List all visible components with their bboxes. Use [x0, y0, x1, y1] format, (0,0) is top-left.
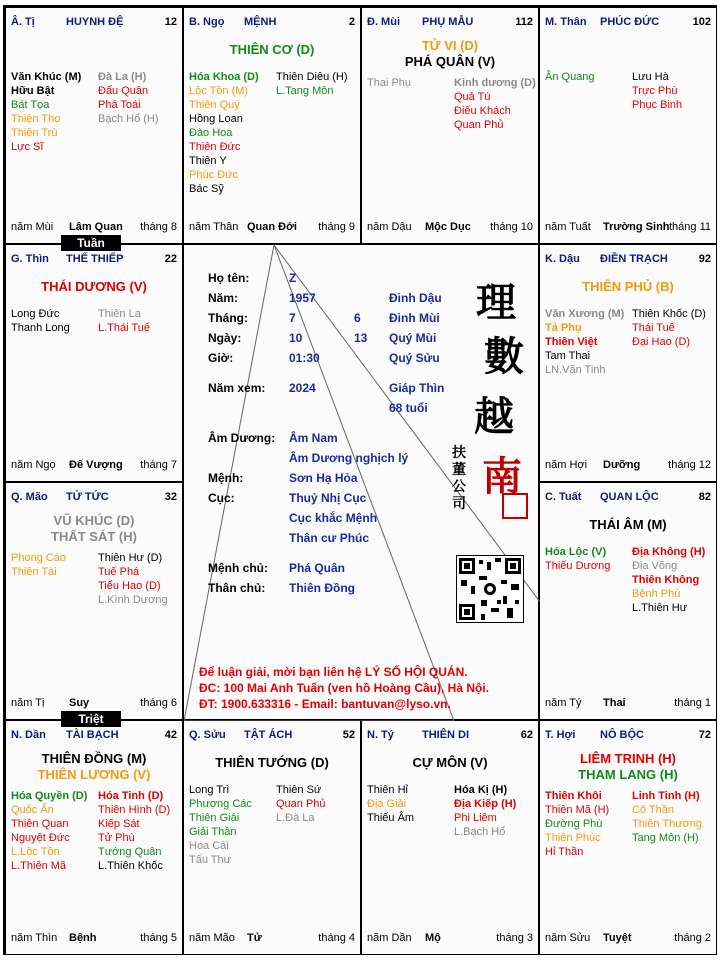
palace-footer-stage: Suy: [69, 697, 90, 709]
main-star: THÁI ÂM (M): [589, 517, 667, 532]
palace-footer-year: năm Dậu: [367, 221, 412, 233]
day-can-chi: Quý Mùi: [389, 331, 437, 345]
palace-header: [545, 491, 711, 505]
minor-star: Quốc Ấn: [11, 804, 54, 816]
minor-star: Điếu Khách: [454, 105, 511, 117]
palace-number: 52: [342, 729, 355, 741]
minor-star: Thiên La: [98, 308, 141, 320]
minor-star: Thiên Quý: [189, 99, 240, 111]
palace-header: [189, 729, 355, 743]
main-star: VŨ KHÚC (D): [53, 513, 135, 528]
main-star: CỰ MÔN (V): [412, 755, 488, 770]
palace-number: 72: [698, 729, 711, 741]
minor-star: L.Đà La: [276, 812, 315, 824]
minor-star: Địa Kiếp (H): [454, 798, 517, 810]
minor-star: Quan Phủ: [276, 798, 326, 810]
minor-star: Ân Quang: [545, 71, 595, 83]
palace-branch: C. Tuất: [545, 491, 582, 503]
contact-line-1: Để luận giải, mời bạn liên hệ LÝ SỐ HỘI QUÁN.: [199, 665, 468, 679]
menh-chu-label: Mệnh chủ:: [208, 561, 268, 575]
minor-star: Thiên Thọ: [11, 113, 61, 125]
day-label: Ngày:: [208, 331, 242, 345]
minor-star: Kiếp Sát: [98, 818, 140, 830]
cuc-note-1: Cục khắc Mệnh: [289, 511, 378, 525]
palace-name: TÀI BẠCH: [66, 729, 119, 741]
palace-footer-year: năm Dần: [367, 932, 412, 944]
center-info-panel: [183, 244, 539, 720]
palace-branch: G. Thìn: [11, 253, 49, 265]
minor-star: Lực Sĩ: [11, 141, 44, 153]
palace-footer: [189, 221, 355, 235]
left-stars-column: [11, 551, 66, 579]
minor-star: Thiên Tài: [11, 566, 57, 578]
year-label: Năm:: [208, 291, 239, 305]
small-calli-3: 公: [452, 479, 466, 495]
palace-tai-bach[interactable]: [5, 720, 183, 955]
minor-star: Thiếu Dương: [545, 560, 611, 572]
palace-number: 82: [698, 491, 711, 503]
palace-footer-month: tháng 9: [318, 221, 355, 233]
than-chu-value: Thiên Đồng: [289, 581, 355, 595]
palace-branch: B. Ngọ: [189, 16, 225, 28]
palace-footer-stage: Dưỡng: [603, 459, 641, 471]
minor-star: Hóa Kị (H): [454, 784, 508, 796]
palace-footer-month: tháng 7: [140, 459, 177, 471]
right-stars-column: [632, 307, 706, 349]
left-stars-column: [11, 70, 81, 154]
minor-star: Thiên Khôi: [545, 790, 602, 802]
horoscope-board: [3, 5, 717, 955]
right-stars-column: [454, 76, 536, 132]
minor-star: Phi Liêm: [454, 812, 497, 824]
palace-footer-month: tháng 3: [496, 932, 533, 944]
minor-star: Thiếu Âm: [367, 812, 415, 824]
palace-menh[interactable]: [183, 7, 361, 244]
minor-star: Thiên Khốc (D): [632, 308, 706, 320]
minor-star: Phúc Đức: [189, 169, 238, 181]
minor-star: Thiên Quan: [11, 818, 69, 830]
minor-star: Thanh Long: [11, 322, 70, 334]
minor-star: Thiên Y: [189, 155, 227, 167]
palace-footer: [11, 697, 177, 711]
palace-footer: [11, 932, 177, 946]
menh-value: Sơn Hạ Hỏa: [289, 471, 358, 485]
main-star: THIÊN ĐỒNG (M): [41, 751, 147, 766]
month-lunar: 6: [354, 311, 361, 325]
minor-star: Hữu Bật: [11, 85, 55, 97]
cuc-value: Thuỷ Nhị Cục: [289, 491, 367, 505]
name-label: Họ tên:: [208, 271, 250, 285]
palace-header: [545, 16, 711, 30]
palace-footer-stage: Tuyệt: [603, 932, 632, 944]
minor-star: Thiên Giải: [189, 812, 240, 824]
palace-footer: [367, 221, 533, 235]
left-stars-column: [189, 70, 259, 196]
am-duong-value: Âm Nam: [289, 431, 338, 445]
minor-star: Thiên Trù: [11, 127, 58, 139]
minor-star: Hỉ Thần: [545, 846, 584, 858]
main-star: THIÊN TƯỚNG (D): [215, 755, 329, 770]
palace-footer-stage: Mộ: [425, 932, 441, 944]
palace-footer: [545, 697, 711, 711]
minor-star: Phá Toái: [98, 99, 141, 111]
palace-footer: [189, 932, 355, 946]
minor-star: L.Thiên Mã: [11, 860, 67, 872]
palace-number: 62: [520, 729, 533, 741]
palace-name: NÔ BỘC: [600, 729, 644, 741]
day-value: 10: [289, 331, 303, 345]
palace-footer-stage: Mộc Dục: [425, 221, 471, 233]
small-calli-2: 董: [452, 462, 466, 478]
palace-footer-month: tháng 6: [140, 697, 177, 709]
palace-number: 22: [164, 253, 177, 265]
minor-star: Thiên Hỉ: [367, 784, 408, 796]
palace-header: [367, 729, 533, 743]
minor-star: Tiểu Hao (D): [98, 580, 161, 592]
right-stars-column: [632, 545, 705, 615]
palace-footer-stage: Đế Vượng: [69, 459, 123, 471]
palace-header: [367, 16, 533, 30]
minor-star: L.Thiên Khốc: [98, 860, 163, 872]
palace-footer-year: năm Tuất: [545, 221, 591, 233]
minor-star: L.Thiên Hư: [632, 602, 688, 614]
minor-star: Quả Tú: [454, 91, 491, 103]
minor-star: Địa Không (H): [632, 546, 706, 558]
main-star: TỬ VI (D): [421, 38, 479, 53]
small-calli-1: 扶: [452, 445, 466, 461]
palace-footer-year: năm Mùi: [11, 221, 54, 233]
palace-header: [189, 16, 355, 30]
palace-footer-year: năm Mão: [189, 932, 235, 944]
palace-footer-year: năm Tị: [11, 697, 45, 709]
left-stars-column: [189, 783, 252, 867]
palace-thien-di[interactable]: [361, 720, 539, 955]
left-stars-column: [545, 545, 610, 573]
main-star: LIÊM TRINH (H): [579, 751, 677, 766]
minor-star: Giải Thần: [189, 826, 237, 838]
minor-star: L.Thái Tuế: [98, 322, 150, 334]
palace-footer: [367, 932, 533, 946]
palace-header: [545, 729, 711, 743]
tuan-badge: Tuần: [61, 235, 121, 251]
minor-star: Lưu Hà: [632, 71, 669, 83]
palace-footer-year: năm Hợi: [545, 459, 588, 471]
right-stars-column: [276, 70, 348, 98]
minor-star: Thiên Việt: [545, 336, 598, 348]
contact-line-3[interactable]: ĐT: 1900.633316 - Email: bantuvan@lyso.vn.: [199, 697, 451, 711]
palace-footer-year: năm Sửu: [545, 932, 591, 944]
year-value: 1957: [289, 291, 316, 305]
small-calligraphy: [452, 445, 468, 513]
palace-footer-month: tháng 4: [318, 932, 355, 944]
left-stars-column: [367, 783, 414, 825]
palace-tu-tuc[interactable]: [5, 482, 183, 720]
palace-footer: [545, 459, 711, 473]
left-stars-column: [545, 307, 624, 377]
minor-star: Tả Phụ: [545, 322, 582, 334]
palace-branch: K. Dậu: [545, 253, 580, 265]
minor-star: Thiên Đức: [189, 141, 241, 153]
minor-star: Đường Phù: [545, 818, 603, 830]
right-stars-column: [98, 551, 168, 607]
palace-header: [11, 729, 177, 743]
minor-star: Linh Tinh (H): [632, 790, 700, 802]
than-chu-label: Thân chủ:: [208, 581, 266, 595]
minor-star: Địa Võng: [632, 560, 678, 572]
palace-footer: [11, 459, 177, 473]
view-year-label: Năm xem:: [208, 381, 266, 395]
palace-the-thiep[interactable]: [5, 244, 183, 482]
minor-star: Đà La (H): [98, 71, 147, 83]
palace-header: [11, 491, 177, 505]
palace-number: 102: [692, 16, 711, 28]
age: 68 tuổi: [389, 401, 428, 415]
minor-star: Bệnh Phù: [632, 588, 681, 600]
contact-line-2: ĐC: 100 Mai Anh Tuấn (ven hồ Hoàng Cầu), Hà Nội.: [199, 681, 490, 695]
palace-no-boc[interactable]: [539, 720, 717, 955]
main-star: THAM LANG (H): [578, 767, 678, 782]
minor-star: Phong Cáo: [11, 552, 67, 564]
right-stars-column: [98, 789, 170, 873]
palace-phu-mau[interactable]: [361, 7, 539, 244]
palace-name: PHÚC ĐỨC: [600, 16, 660, 28]
calligraphy-char-4: 南: [482, 453, 522, 500]
minor-star: Thiên Không: [632, 574, 700, 586]
minor-star: L.Tang Môn: [276, 85, 334, 97]
minor-star: Hoa Cái: [189, 840, 229, 852]
month-value: 7: [289, 311, 296, 325]
minor-star: Đào Hoa: [189, 127, 233, 139]
palace-branch: Q. Mão: [11, 491, 48, 503]
minor-star: L.Bạch Hổ: [454, 826, 506, 838]
main-star: THẤT SÁT (H): [51, 529, 137, 544]
left-stars-column: [367, 76, 411, 90]
palace-number: 12: [164, 16, 177, 28]
minor-star: Trực Phù: [632, 85, 678, 97]
palace-footer-month: tháng 10: [490, 221, 533, 233]
palace-footer-stage: Thai: [603, 697, 626, 709]
hour-can-chi: Quý Sửu: [389, 351, 440, 365]
minor-star: Tam Thai: [545, 350, 591, 362]
name-value: Z: [289, 271, 297, 285]
left-stars-column: [11, 789, 87, 873]
minor-star: Đẩu Quân: [98, 85, 149, 97]
main-star: PHÁ QUÂN (V): [404, 54, 496, 69]
palace-footer: [545, 932, 711, 946]
main-star: THIÊN LƯƠNG (V): [37, 767, 151, 782]
palace-dien-trach[interactable]: [539, 244, 717, 482]
minor-star: Phục Binh: [632, 99, 683, 111]
left-stars-column: [545, 789, 609, 859]
minor-star: Lộc Tồn (M): [189, 85, 249, 97]
right-stars-column: [276, 783, 326, 825]
menh-chu-value: Phá Quân: [289, 561, 346, 575]
palace-footer-year: năm Thân: [189, 221, 239, 233]
right-stars-column: [454, 783, 516, 839]
minor-star: Tang Môn (H): [632, 832, 699, 844]
minor-star: Long Đức: [11, 308, 60, 320]
minor-star: Tuế Phá: [98, 566, 140, 578]
palace-footer-month: tháng 2: [674, 932, 711, 944]
minor-star: L.Lộc Tồn: [11, 846, 60, 858]
palace-tat-ach[interactable]: [183, 720, 361, 955]
palace-branch: N. Dần: [11, 729, 46, 741]
palace-footer-year: năm Thìn: [11, 932, 58, 944]
palace-name: TẬT ÁCH: [244, 729, 293, 741]
left-stars-column: [11, 307, 70, 335]
palace-footer: [11, 221, 177, 235]
minor-star: Hóa Khoa (D): [189, 71, 259, 83]
palace-name: PHỤ MẪU: [422, 16, 474, 28]
view-year-can-chi: Giáp Thìn: [389, 381, 445, 395]
palace-branch: Đ. Mùi: [367, 16, 400, 28]
minor-star: Bác Sỹ: [189, 183, 224, 195]
palace-footer-month: tháng 1: [674, 697, 711, 709]
minor-star: Đại Hao (D): [632, 336, 691, 348]
hour-label: Giờ:: [208, 351, 234, 365]
menh-label: Mệnh:: [208, 471, 244, 485]
palace-number: 2: [348, 16, 355, 28]
palace-name: HUYNH ĐỆ: [66, 16, 124, 28]
palace-header: [11, 16, 177, 30]
minor-star: Thiên Thương: [632, 818, 703, 830]
palace-footer-stage: Lâm Quan: [69, 221, 123, 233]
red-seal: [502, 493, 528, 519]
minor-star: Bạch Hổ (H): [98, 113, 159, 125]
palace-footer-month: tháng 11: [668, 221, 711, 233]
minor-star: Thai Phụ: [367, 77, 412, 89]
palace-name: TỬ TỨC: [66, 491, 109, 503]
view-year-value: 2024: [289, 381, 316, 395]
calligraphy-char-2: 數: [484, 333, 524, 380]
main-star: THIÊN CƠ (D): [229, 42, 315, 57]
qr-code[interactable]: [456, 555, 524, 623]
palace-name: THIÊN DI: [422, 729, 470, 741]
palace-branch: N. Tý: [367, 729, 394, 741]
year-can-chi: Đinh Dậu: [389, 291, 442, 305]
minor-star: LN.Văn Tinh: [545, 364, 606, 376]
minor-star: Tử Phù: [98, 832, 135, 844]
minor-star: Tấu Thư: [189, 854, 232, 866]
hour-value: 01:30: [289, 351, 320, 365]
month-can-chi: Đinh Mùi: [389, 311, 440, 325]
minor-star: Bát Tọa: [11, 99, 50, 111]
palace-footer-stage: Trường Sinh: [603, 221, 670, 233]
palace-footer-stage: Bệnh: [69, 932, 97, 944]
minor-star: Hóa Lộc (V): [545, 546, 607, 558]
minor-star: Văn Khúc (M): [11, 71, 82, 83]
minor-star: Thiên Diêu (H): [276, 71, 348, 83]
triet-badge: Triệt: [61, 711, 121, 727]
left-stars-column: [545, 70, 595, 84]
right-stars-column: [632, 789, 702, 845]
palace-name: QUAN LỘC: [600, 491, 659, 503]
minor-star: Hóa Tinh (D): [98, 790, 164, 802]
palace-header: [11, 253, 177, 267]
calligraphy-char-1: 理: [476, 279, 516, 326]
right-stars-column: [632, 70, 682, 112]
minor-star: Hóa Quyền (D): [11, 790, 88, 802]
palace-footer-year: năm Tý: [545, 697, 582, 709]
palace-number: 42: [164, 729, 177, 741]
palace-branch: T. Hợi: [545, 729, 576, 741]
minor-star: L.Kình Dương: [98, 594, 168, 606]
main-star: THIÊN PHỦ (B): [582, 279, 674, 294]
minor-star: Tướng Quân: [98, 846, 162, 858]
palace-name: ĐIỀN TRẠCH: [600, 253, 668, 265]
right-stars-column: [98, 307, 150, 335]
right-stars-column: [98, 70, 159, 126]
minor-star: Văn Xương (M): [545, 308, 625, 320]
palace-name: THẾ THIẾP: [66, 253, 124, 265]
day-lunar: 13: [354, 331, 368, 345]
palace-number: 112: [515, 16, 533, 28]
palace-phuc-duc[interactable]: [539, 7, 717, 244]
minor-star: Quan Phủ: [454, 119, 504, 131]
minor-star: Nguyệt Đức: [11, 832, 70, 844]
palace-footer-stage: Tử: [247, 932, 262, 944]
palace-footer-month: tháng 12: [668, 459, 711, 471]
palace-huynh-de[interactable]: [5, 7, 183, 244]
palace-quan-loc[interactable]: [539, 482, 717, 720]
palace-name: MỆNH: [244, 16, 277, 28]
palace-footer-stage: Quan Đới: [247, 221, 297, 233]
palace-footer-month: tháng 5: [140, 932, 177, 944]
am-duong-label: Âm Dương:: [208, 431, 276, 445]
month-label: Tháng:: [208, 311, 248, 325]
minor-star: Thiên Mã (H): [545, 804, 610, 816]
palace-branch: Q. Sửu: [189, 729, 226, 741]
palace-footer: [545, 221, 711, 235]
palace-branch: M. Thân: [545, 16, 587, 28]
minor-star: Thiên Hình (D): [98, 804, 171, 816]
palace-branch: Â. Tị: [11, 16, 35, 28]
minor-star: Thiên Hư (D): [98, 552, 163, 564]
palace-number: 92: [698, 253, 711, 265]
minor-star: Thiên Sứ: [276, 784, 322, 796]
main-star: THÁI DƯƠNG (V): [41, 279, 147, 294]
palace-number: 32: [164, 491, 177, 503]
minor-star: Địa Giải: [367, 798, 407, 810]
calligraphy-char-3: 越: [474, 393, 514, 440]
minor-star: Thái Tuế: [632, 322, 675, 334]
cuc-label: Cục:: [208, 491, 235, 505]
minor-star: Hồng Loan: [189, 113, 243, 125]
palace-footer-month: tháng 8: [140, 221, 177, 233]
am-duong-note: Âm Dương nghịch lý: [289, 451, 409, 465]
palace-footer-year: năm Ngọ: [11, 459, 56, 471]
minor-star: Long Trì: [189, 784, 230, 796]
minor-star: Thiên Phúc: [545, 832, 601, 844]
cuc-note-2: Thân cư Phúc: [289, 531, 370, 545]
minor-star: Kinh dương (D): [454, 77, 536, 89]
minor-star: Cô Thần: [632, 804, 674, 816]
palace-header: [545, 253, 711, 267]
minor-star: Phượng Các: [189, 798, 252, 810]
small-calli-4: 司: [452, 496, 466, 512]
